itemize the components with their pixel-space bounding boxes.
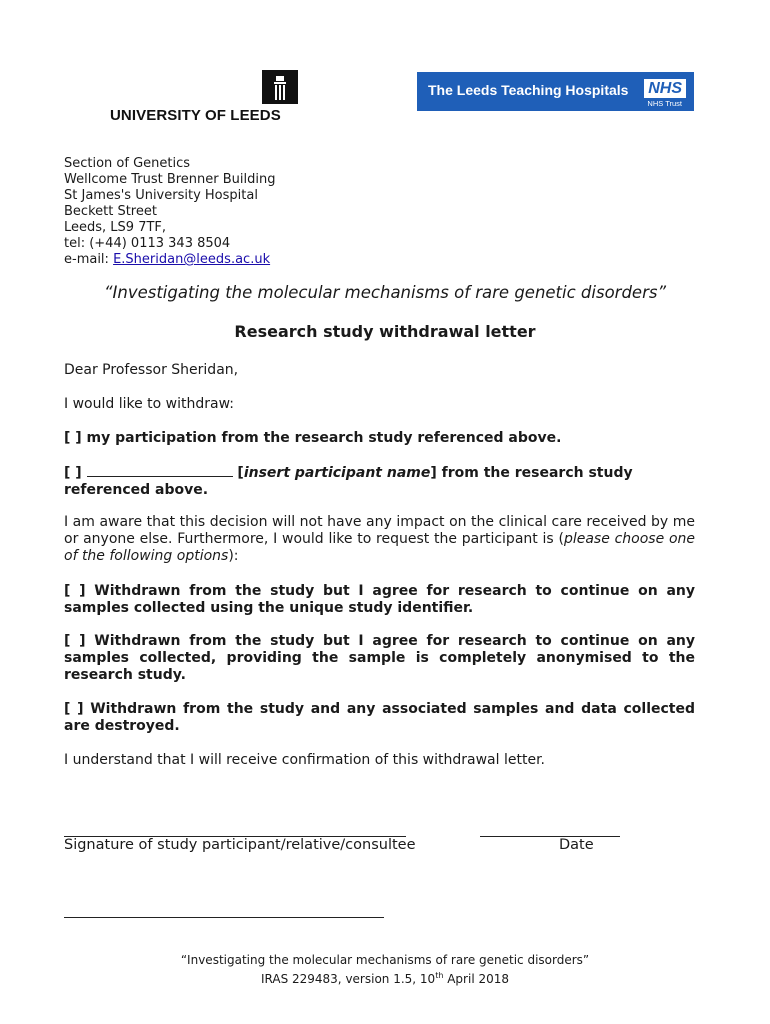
address-city: Leeds, LS9 7TF, <box>64 220 167 235</box>
date-label: Date <box>559 837 594 853</box>
address-block <box>64 156 276 268</box>
nhs-badge: NHS <box>644 79 686 98</box>
option-other-participant[interactable]: [ ] [insert participant name] from the research study referenced above. <box>64 465 633 498</box>
university-name: UNIVERSITY OF LEEDS <box>110 107 281 124</box>
address-street: Beckett Street <box>64 204 157 219</box>
footer-version-suffix: April 2018 <box>443 972 510 986</box>
university-tower-icon <box>262 70 298 104</box>
study-title: “Investigating the molecular mechanisms of rare genetic disorders” <box>103 283 667 302</box>
date-line[interactable] <box>480 836 620 837</box>
insert-participant-name-hint: insert participant name <box>243 465 431 481</box>
footer <box>0 952 770 987</box>
address-telephone: tel: (+44) 0113 343 8504 <box>64 236 231 251</box>
option-other-prefix: [ ] <box>64 465 87 481</box>
university-of-leeds-logo <box>110 70 310 126</box>
awareness-italic: please choose one of the following options <box>64 531 695 564</box>
address-hospital: St James's University Hospital <box>64 188 258 203</box>
signature-label: Signature of study participant/relative/consultee <box>64 837 416 853</box>
choice-continue-anonymised[interactable]: [ ] Withdrawn from the study but I agree for research to continue on any samples collected, providing the sample is completely anonymised to the research study. <box>64 633 695 683</box>
participant-name-blank[interactable] <box>87 464 233 477</box>
address-email-row <box>64 252 276 268</box>
option-other-suffix: ] from the research study referenced above. <box>64 465 633 498</box>
email-link[interactable]: E.Sheridan@leeds.ac.uk <box>113 252 271 267</box>
footer-version-sup: th <box>435 971 444 980</box>
intro-text: I would like to withdraw: <box>64 396 234 412</box>
choice-continue-identifier[interactable]: [ ] Withdrawn from the study but I agree for research to continue on any samples collected using the unique study identifier. <box>64 583 695 616</box>
address-building: Wellcome Trust Brenner Building <box>64 172 276 187</box>
second-signature-line[interactable] <box>64 917 384 918</box>
nhs-trust-label: NHS Trust <box>647 99 682 108</box>
footer-study-title: “Investigating the molecular mechanisms of rare genetic disorders” <box>180 953 590 967</box>
footer-version-prefix: IRAS 229483, version 1.5, 10 <box>260 972 436 986</box>
letter-title: Research study withdrawal letter <box>234 322 536 341</box>
awareness-end: ): <box>228 548 239 564</box>
confirmation-text: I understand that I will receive confirmation of this withdrawal letter. <box>64 752 545 768</box>
option-own-participation[interactable]: [ ] my participation from the research study referenced above. <box>64 430 562 446</box>
awareness-text: I am aware that this decision will not have any impact on the clinical care received by me or anyone else. Furthermore, I would like to request the participant is ( <box>64 514 695 547</box>
choice-destroy-samples[interactable]: [ ] Withdrawn from the study and any associated samples and data collected are destroyed. <box>64 701 695 734</box>
email-label: e-mail: <box>64 252 114 267</box>
awareness-paragraph <box>64 514 695 565</box>
leeds-teaching-hospitals-logo <box>417 72 694 111</box>
nhs-organisation-name: The Leeds Teaching Hospitals <box>428 82 629 98</box>
footer-version <box>0 968 770 987</box>
salutation: Dear Professor Sheridan, <box>64 362 239 378</box>
address-section: Section of Genetics <box>64 156 191 171</box>
